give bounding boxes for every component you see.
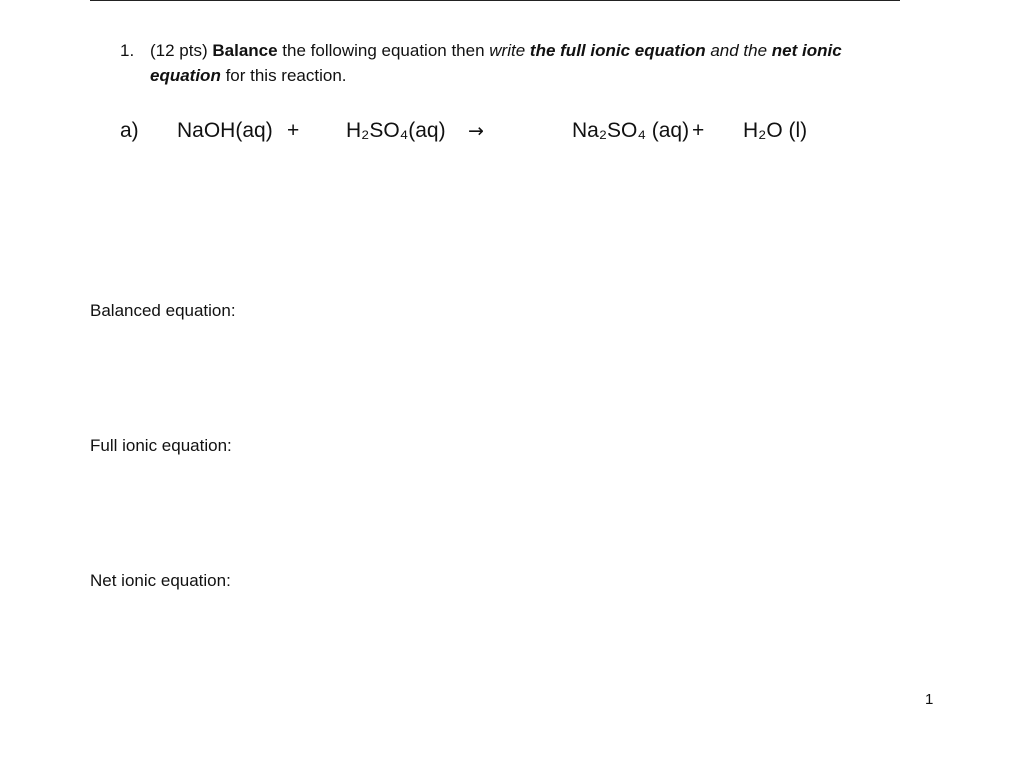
prompt-text-1: the following equation then — [277, 41, 490, 60]
top-divider-line — [90, 0, 900, 1]
product-h2o: H₂O (l) — [743, 119, 808, 142]
balanced-equation-label: Balanced equation: — [90, 301, 236, 320]
question-prompt — [150, 38, 910, 88]
reactant-naoh: NaOH(aq) — [177, 119, 273, 142]
net-ionic-equation-label: Net ionic equation: — [90, 571, 231, 590]
question-points: (12 pts) — [150, 41, 213, 60]
net-ionic-keyword-line2: equation — [150, 66, 221, 85]
plus-sign-2: + — [692, 119, 705, 142]
page-number: 1 — [925, 691, 934, 708]
prompt-text-4: for this reaction. — [220, 66, 347, 85]
prompt-text-3: and the — [705, 41, 772, 60]
full-ionic-equation-label: Full ionic equation: — [90, 436, 232, 455]
product-na2so4: Na₂SO₄ (aq) — [572, 119, 690, 142]
reaction-arrow-icon: → — [468, 120, 484, 142]
question-number: 1. — [120, 41, 135, 60]
chemical-equation — [0, 116, 1024, 146]
part-label: a) — [120, 119, 139, 142]
reactant-h2so4: H₂SO₄(aq) — [346, 119, 446, 142]
write-keyword: write — [489, 41, 526, 60]
full-ionic-keyword: the full ionic equation — [529, 41, 706, 60]
plus-sign-1: + — [287, 119, 300, 142]
net-ionic-keyword-line1: net ionic — [771, 41, 842, 60]
balance-keyword: Balance — [212, 41, 278, 60]
